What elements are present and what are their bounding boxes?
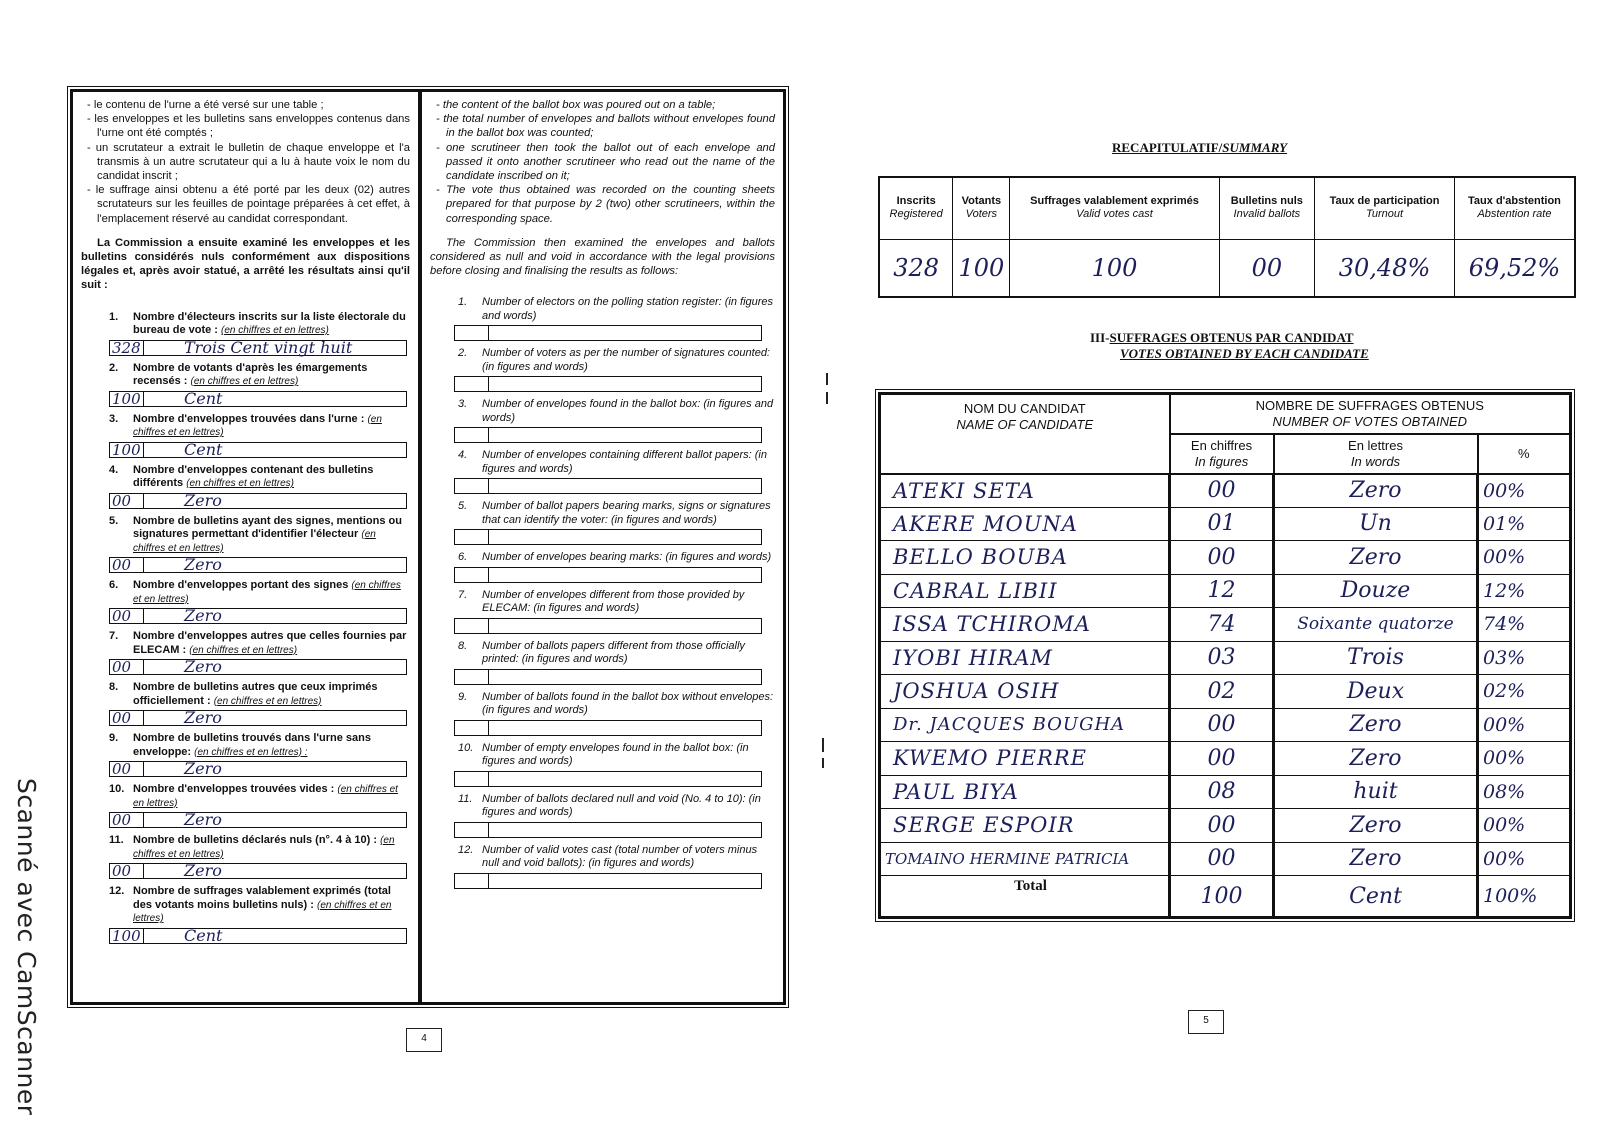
counting-procedure-page — [70, 89, 786, 1005]
summary-title: RECAPITULATIF/SUMMARY — [1112, 140, 1288, 155]
candidate-row: CABRAL LIBII 12 Douze 12% — [880, 574, 1571, 608]
entry-field[interactable] — [109, 388, 407, 408]
entry-field[interactable] — [109, 557, 407, 573]
scanner-watermark: Scanné avec CamScanner — [12, 778, 41, 1116]
procedure-bullet: - the content of the ballot box was poured out on a table; — [436, 99, 716, 111]
name-column-header: NOM DU CANDIDAT NAME OF CANDIDATE — [880, 394, 1170, 474]
total-label: Total — [880, 876, 1170, 918]
result-item: 10. Nombre d'enveloppes trouvées vides : (en chiffres et en lettres) 00 Zero — [87, 783, 410, 828]
figure-value: 00 — [110, 494, 144, 508]
result-item: 8. Nombre de bulletins autres que ceux imprimés officiellement : (en chiffres et en lettres) 00 Zero — [87, 681, 410, 726]
result-item: 9. Number of ballots found in the ballot box without envelopes: (in figures and words) — [436, 691, 775, 736]
result-item: 5. Nombre de bulletins ayant des signes, mentions ou signatures permettant d'identifier l'électeur (en chiffres et en lettres) 00 Zero — [87, 515, 410, 574]
candidate-row: BELLO BOUBA 00 Zero 00% — [880, 541, 1571, 575]
result-item: 4. Number of envelopes containing different ballot papers: (in figures and words) — [436, 449, 775, 494]
entry-field[interactable] — [454, 325, 762, 341]
percent-column-header: % — [1478, 434, 1571, 474]
total-row — [880, 876, 1571, 918]
entry-field[interactable] — [109, 659, 407, 675]
valid-votes-value: 100 — [1010, 239, 1219, 297]
english-column — [421, 92, 783, 1002]
entry-field[interactable] — [454, 720, 762, 736]
candidate-row: SERGE ESPOIR 00 Zero 00% — [880, 809, 1571, 843]
entry-field[interactable] — [109, 812, 407, 828]
header-valid-votes: Suffrages valablement exprimés Valid votes cast — [1010, 177, 1219, 239]
entry-field[interactable] — [454, 529, 762, 545]
total-figures: 100 — [1170, 876, 1274, 918]
voters-value: 100 — [953, 239, 1010, 297]
figure-value: 100 — [110, 392, 144, 406]
result-item: 7. Number of envelopes different from those provided by ELECAM: (in figures and words) — [436, 589, 775, 634]
result-item: 1. Number of electors on the polling station register: (in figures and words) — [436, 296, 775, 341]
abstention-value: 69,52% — [1454, 239, 1575, 297]
result-item: 10. Number of empty envelopes found in the ballot box: (in figures and words) — [436, 742, 775, 787]
entry-field[interactable] — [454, 376, 762, 392]
margin-mark — [826, 392, 828, 404]
result-item: 12. Number of valid votes cast (total number of voters minus null and void ballots): (in figures and words) — [436, 844, 775, 889]
words-value: Trois Cent vingt huit — [184, 337, 353, 357]
words-value: Zero — [184, 657, 222, 677]
figures-column-header: En chiffres In figures — [1170, 434, 1274, 474]
words-value: Zero — [184, 490, 222, 510]
entry-field[interactable] — [454, 669, 762, 685]
candidate-row: IYOBI HIRAM 03 Trois 03% — [880, 641, 1571, 675]
words-value: Cent — [184, 925, 223, 945]
commission-paragraph: La Commission a ensuite examiné les enveloppes et les bulletins considérés nuls conformément aux dispositions légales et, après avoir statué, a arrêté les résultats ainsi qu'il suit : — [81, 236, 410, 292]
result-item: 11. Nombre de bulletins déclarés nuls (n°. 4 à 10) : (en chiffres et en lettres) 00 Zero — [87, 834, 410, 879]
french-column — [73, 92, 421, 1002]
procedure-bullet: - one scrutineer then took the ballot out of each envelope and passed it onto another scrutineer who read out the name of the candidate inscribed on it; — [436, 141, 775, 183]
figure-value: 00 — [110, 609, 144, 623]
figure-value: 328 — [110, 341, 144, 355]
summary-table — [878, 176, 1576, 298]
words-value: Zero — [184, 708, 222, 728]
entry-field[interactable] — [454, 567, 762, 583]
page-number-right: 5 — [1188, 1010, 1224, 1034]
margin-mark — [822, 738, 824, 752]
entry-field[interactable] — [109, 439, 407, 459]
entry-field[interactable] — [109, 608, 407, 624]
result-item: 3. Number of envelopes found in the ballot box: (in figures and words) — [436, 398, 775, 443]
candidate-row: TOMAINO HERMINE PATRICIA 00 Zero 00% — [880, 842, 1571, 876]
french-items — [87, 311, 410, 944]
result-item: 9. Nombre de bulletins trouvés dans l'urne sans enveloppe: (en chiffres et en lettres) : 00 Zero — [87, 732, 410, 777]
words-value: Zero — [184, 555, 222, 575]
entry-field[interactable] — [454, 822, 762, 838]
entry-field[interactable] — [454, 618, 762, 634]
result-item: 7. Nombre d'enveloppes autres que celles fournies par ELECAM : (en chiffres et en lettres) 00 Zero — [109, 630, 407, 677]
entry-field[interactable] — [109, 490, 407, 510]
header-registered: Inscrits Registered — [879, 177, 953, 239]
votes-group-header: NOMBRE DE SUFFRAGES OBTENUS NUMBER OF VOTES OBTAINED — [1170, 394, 1571, 434]
result-item: 1. Nombre d'électeurs inscrits sur la liste électorale du bureau de vote : (en chiffres et en lettres) 328 Trois Cent vingt huit — [109, 310, 406, 357]
procedure-bullet: - the total number of envelopes and ballots without envelopes found in the ballot box was counted; — [436, 113, 775, 140]
invalid-ballots-value: 00 — [1219, 239, 1314, 297]
entry-field[interactable] — [109, 925, 407, 945]
result-item: 5. Number of ballot papers bearing marks, signs or signatures that can identify the voter: (in figures and words) — [436, 500, 775, 545]
page-number-left: 4 — [406, 1028, 442, 1052]
result-item: 6. Number of envelopes bearing marks: (in figures and words) — [436, 551, 775, 583]
candidate-row: ATEKI SETA 00 Zero 00% — [880, 474, 1571, 508]
words-value: Zero — [184, 759, 222, 779]
turnout-value: 30,48% — [1315, 239, 1455, 297]
procedure-bullet: - un scrutateur a extrait le bulletin de chaque enveloppe et l'a transmis à un autre scrutateur qui a lu à haute voix le nom du candidat inscrit ; — [87, 141, 410, 183]
header-turnout: Taux de participation Turnout — [1315, 177, 1455, 239]
result-item: 2. Nombre de votants d'après les émargements recensés : (en chiffres et en lettres) 100 Cent — [87, 362, 410, 407]
words-column-header: En lettres In words — [1274, 434, 1478, 474]
procedure-bullet: - The vote thus obtained was recorded on the counting sheets prepared for that purpose by 2 (two) other scrutineers, within the corresponding space. — [436, 184, 775, 225]
words-value: Cent — [184, 388, 223, 408]
result-item: 2. Number of voters as per the number of signatures counted: (in figures and words) — [436, 347, 775, 392]
result-item: 12. Nombre de suffrages valablement exprimés (total des votants moins bulletins nuls) : (en chiffres et en lettres) 100 Cent — [87, 885, 410, 944]
figure-value: 00 — [110, 660, 144, 674]
entry-field[interactable] — [109, 337, 407, 357]
entry-field[interactable] — [454, 873, 762, 889]
figure-value: 100 — [110, 443, 144, 457]
figure-value: 00 — [110, 558, 144, 572]
margin-mark — [826, 373, 828, 385]
candidate-row: AKERE MOUNA 01 Un 01% — [880, 507, 1571, 541]
candidate-row: PAUL BIYA 08 huit 08% — [880, 775, 1571, 809]
total-words: Cent — [1274, 876, 1478, 918]
total-percent: 100% — [1478, 876, 1571, 918]
candidate-row: JOSHUA OSIH 02 Deux 02% — [880, 675, 1571, 709]
words-value: Zero — [184, 606, 222, 626]
header-invalid-ballots: Bulletins nuls Invalid ballots — [1219, 177, 1314, 239]
candidate-row: KWEMO PIERRE 00 Zero 00% — [880, 742, 1571, 776]
english-items — [436, 296, 775, 889]
header-voters: Votants Voters — [953, 177, 1010, 239]
margin-mark — [822, 758, 824, 768]
figure-value: 00 — [110, 864, 144, 878]
figure-value: 00 — [110, 813, 144, 827]
procedure-bullet: - les enveloppes et les bulletins sans enveloppes contenus dans l'urne ont été comptés ; — [87, 113, 410, 140]
summary-values-row — [879, 239, 1575, 297]
result-item: 4. Nombre d'enveloppes contenant des bulletins différents (en chiffres et en lettres) 00 Zero — [87, 464, 410, 509]
entry-field[interactable] — [454, 771, 762, 787]
words-value: Zero — [184, 810, 222, 830]
figure-value: 00 — [110, 711, 144, 725]
candidate-row: Dr. JACQUES BOUGHA 00 Zero 00% — [880, 708, 1571, 742]
entry-field[interactable] — [454, 478, 762, 494]
entry-field[interactable] — [109, 761, 407, 777]
procedure-bullet: - le contenu de l'urne a été versé sur une table ; — [87, 99, 324, 111]
registered-value: 328 — [879, 239, 953, 297]
words-value: Zero — [184, 861, 222, 881]
figure-value: 00 — [110, 762, 144, 776]
procedure-bullet: - le suffrage ainsi obtenu a été porté par les deux (02) autres scrutateurs sur les feuilles de pointage préparées à cet effet, à l'emplacement réservé au candidat correspondant. — [87, 184, 410, 225]
entry-field[interactable] — [109, 710, 407, 726]
entry-field[interactable] — [454, 427, 762, 443]
commission-paragraph: The Commission then examined the envelopes and ballots considered as null and void in accordance with the legal provisions before closing and finalising the results as follows: — [430, 236, 775, 278]
header-abstention: Taux d'abstention Abstention rate — [1454, 177, 1575, 239]
result-item: 3. Nombre d'enveloppes trouvées dans l'urne : (en chiffres et en lettres) 100 Cent — [87, 413, 410, 458]
figure-value: 100 — [110, 929, 144, 943]
words-value: Cent — [184, 439, 223, 459]
summary-header-row — [879, 177, 1575, 239]
votes-section-title: III-SUFFRAGES OBTENUS PAR CANDIDAT VOTES OBTAINED BY EACH CANDIDATE — [1090, 330, 1369, 361]
candidate-row: ISSA TCHIROMA 74 Soixante quatorze 74% — [880, 608, 1571, 642]
result-item: 6. Nombre d'enveloppes portant des signes (en chiffres et en lettres) 00 Zero — [87, 579, 410, 624]
votes-by-candidate-table — [878, 392, 1572, 919]
entry-field[interactable] — [109, 863, 407, 879]
result-item: 8. Number of ballots papers different from those officially printed: (in figures and words) — [436, 640, 775, 685]
result-item: 11. Number of ballots declared null and void (No. 4 to 10): (in figures and words) — [436, 793, 775, 838]
